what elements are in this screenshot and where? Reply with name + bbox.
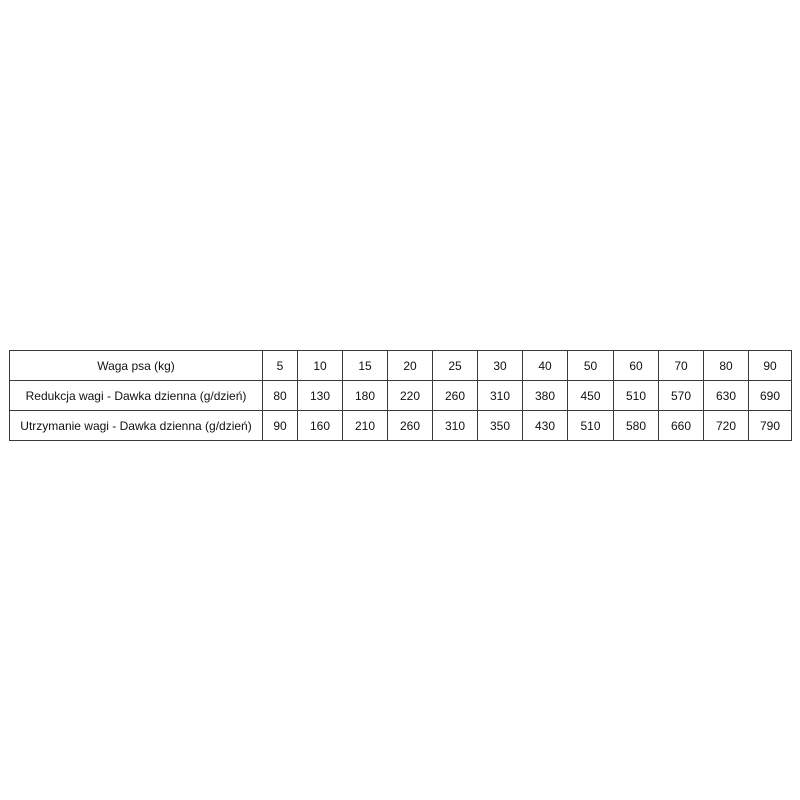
table-cell: 20 <box>388 351 433 381</box>
weight-maintenance-row <box>10 411 792 441</box>
row-label: Utrzymanie wagi - Dawka dzienna (g/dzień) <box>10 411 263 441</box>
table-cell: 70 <box>659 351 704 381</box>
table-cell: 90 <box>749 351 792 381</box>
table-cell: 720 <box>704 411 749 441</box>
table-cell: 790 <box>749 411 792 441</box>
dog-weight-row <box>10 351 792 381</box>
table-cell: 160 <box>298 411 343 441</box>
table-cell: 570 <box>659 381 704 411</box>
table-cell: 660 <box>659 411 704 441</box>
table-cell: 510 <box>568 411 614 441</box>
table-cell: 380 <box>523 381 568 411</box>
table-cell: 220 <box>388 381 433 411</box>
table-cell: 210 <box>343 411 388 441</box>
table-cell: 310 <box>433 411 478 441</box>
feeding-table <box>9 350 792 441</box>
table-cell: 580 <box>614 411 659 441</box>
table-cell: 180 <box>343 381 388 411</box>
table-cell: 430 <box>523 411 568 441</box>
weight-reduction-row <box>10 381 792 411</box>
table-cell: 50 <box>568 351 614 381</box>
table-cell: 60 <box>614 351 659 381</box>
table-cell: 450 <box>568 381 614 411</box>
table-cell: 130 <box>298 381 343 411</box>
row-label: Redukcja wagi - Dawka dzienna (g/dzień) <box>10 381 263 411</box>
table-cell: 260 <box>433 381 478 411</box>
table-cell: 30 <box>478 351 523 381</box>
table-cell: 80 <box>704 351 749 381</box>
table-cell: 690 <box>749 381 792 411</box>
table-cell: 10 <box>298 351 343 381</box>
table-cell: 25 <box>433 351 478 381</box>
feeding-table-body <box>10 351 792 441</box>
table-cell: 260 <box>388 411 433 441</box>
row-label: Waga psa (kg) <box>10 351 263 381</box>
table-cell: 40 <box>523 351 568 381</box>
table-cell: 510 <box>614 381 659 411</box>
table-cell: 630 <box>704 381 749 411</box>
table-cell: 80 <box>263 381 298 411</box>
table-cell: 310 <box>478 381 523 411</box>
table-cell: 15 <box>343 351 388 381</box>
table-cell: 5 <box>263 351 298 381</box>
table-cell: 90 <box>263 411 298 441</box>
table-cell: 350 <box>478 411 523 441</box>
